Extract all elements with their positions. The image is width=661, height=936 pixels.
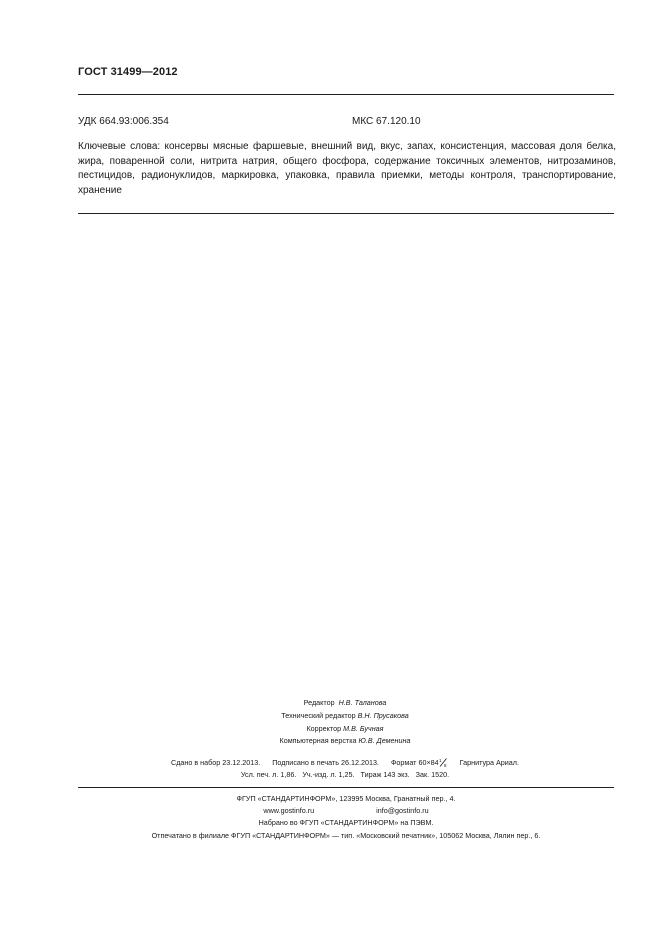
typeset-note: Набрано во ФГУП «СТАНДАРТИНФОРМ» на ПЭВМ. <box>258 818 434 828</box>
standard-number: ГОСТ 31499—2012 <box>78 66 178 78</box>
editor-line <box>200 697 490 710</box>
typeface: Гарнитура Ариал. <box>459 758 519 767</box>
fraction-one-eighth-icon <box>439 758 448 767</box>
keywords-paragraph: Ключевые слова: консервы мясные фаршевые, внешний вид, вкус, запах, консистенция, массовая доля белка, жира, поваренной соли, нитрита натрия, общего фосфора, содержание токсичных элементов, нитрозаминов, пестицидов, радионуклидов, маркировка, упаковка, правила приемки, методы контроля, транспортирование, хранение <box>78 141 616 197</box>
printed-sheets: Усл. печ. л. 1,86. <box>240 770 297 780</box>
udk-code: УДК 664.93:006.354 <box>78 116 169 127</box>
signed-date: Подписано в печать 26.12.2013. <box>272 758 379 767</box>
publisher-website: www.gostinfo.ru <box>263 806 315 816</box>
typeset-date: Сдано в набор 23.12.2013. <box>171 758 261 767</box>
publisher-imprint <box>78 793 614 842</box>
tech-editor-line <box>200 710 490 723</box>
publisher-sheets: Уч.-изд. л. 1,25. <box>302 770 355 780</box>
tech-editor-name: В.Н. Прусакова <box>357 710 409 720</box>
print-run: Тираж 143 экз. <box>360 770 410 780</box>
header-divider <box>78 94 614 95</box>
editorial-credits <box>200 697 490 748</box>
print-line-2 <box>100 769 590 781</box>
publisher-address: ФГУП «СТАНДАРТИНФОРМ», 123995 Москва, Гранатный пер., 4. <box>236 794 456 803</box>
layout-line <box>200 735 490 748</box>
layout-name: Ю.В. Деменина <box>358 736 411 746</box>
svg-text:1: 1 <box>438 758 442 763</box>
printed-at-note: Отпечатано в филиале ФГУП «СТАНДАРТИНФОРМ» — тип. «Московский печатник», 105062 Москва, Лялин пер., 6. <box>151 830 541 840</box>
publisher-contacts <box>78 805 614 817</box>
publisher-email: info@gostinfo.ru <box>376 806 429 816</box>
corrector-line <box>200 723 490 736</box>
svg-text:8: 8 <box>443 763 447 767</box>
editor-name: Н.В. Таланова <box>338 698 387 707</box>
corrector-name: М.В. Бучная <box>343 723 384 733</box>
print-details <box>100 757 590 782</box>
print-line-1 <box>100 757 590 769</box>
editor-label: Редактор <box>303 698 335 707</box>
mks-code: МКС 67.120.10 <box>352 116 421 127</box>
layout-label: Компьютерная верстка <box>279 736 357 746</box>
corrector-label: Корректор <box>306 723 342 733</box>
order-number: Зак. 1520. <box>415 770 450 780</box>
paper-format: Формат 60×84 <box>390 758 439 767</box>
keywords-divider <box>78 213 614 214</box>
imprint-divider <box>78 787 614 788</box>
tech-editor-label: Технический редактор <box>281 710 356 720</box>
